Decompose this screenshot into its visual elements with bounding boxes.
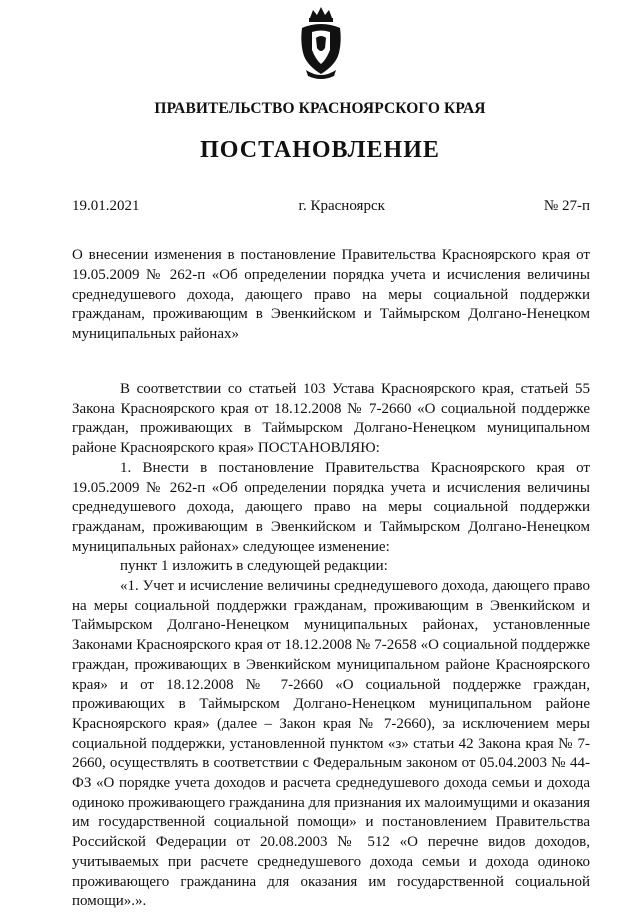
krasnoyarsk-coat-of-arms-icon xyxy=(296,4,346,82)
document-city: г. Красноярск xyxy=(298,198,385,214)
document-body xyxy=(72,380,590,912)
document-subject: О внесении изменения в постановление Правительства Красноярского края от 19.05.2009 № 262-п «Об определении порядка учета и исчисления величины среднедушевого дохода, дающего право на меры социальной поддержки гражданам, проживающим в Эвенкийском и Таймырском Долгано-Ненецком муниципальных районах» xyxy=(72,247,590,343)
document-number: № 27-п xyxy=(543,198,590,214)
document-date: 19.01.2021 xyxy=(72,198,140,214)
item-1-sub-paragraph: пункт 1 изложить в следующей редакции: xyxy=(120,558,388,575)
document-type-title: ПОСТАНОВЛЕНИЕ xyxy=(200,137,440,163)
preamble-paragraph: В соответствии со статьей 103 Устава Красноярского края, статьей 55 Закона Красноярского края от 18.12.2008 № 7-2660 «О социальной поддержке граждан, проживающих в Таймырском Долгано-Ненецком муниципальном районе Красноярского края» ПОСТАНОВЛЯЮ: xyxy=(72,381,590,457)
quoted-amendment-paragraph: «1. Учет и исчисление величины среднедушевого дохода, дающего право на меры социальной поддержки гражданам, проживающим в Эвенкийском и Таймырском Долгано-Ненецком муниципальных районах, установленные Законами Красноярского края от 18.12.2008 № 7-2658 «О социальной поддержке граждан, проживающих в Эвенкийском муниципальном районе Красноярского края» и от 18.12.2008 № 7-2660 «О социальной поддержке граждан, проживающих в Таймырском Долгано-Ненецком муниципальном районе Красноярского края» (далее – Закон края № 7-2660), за исключением меры социальной поддержки, установленной пунктом «з» статьи 42 Закона края № 7-2660, осуществлять в соответствии с Федеральным законом от 05.04.2003 № 44-ФЗ «О порядке учета доходов и расчета среднедушевого дохода семьи и дохода одиноко проживающего гражданина для признания их малоимущими и оказания им государственной социальной помощи» и постановлением Правительства Российской Федерации от 20.08.2003 № 512 «О перечне видов доходов, учитываемых при расчете среднедушевого дохода семьи и дохода одиноко проживающего гражданина для оказания им государственной социальной помощи».». xyxy=(72,578,590,910)
item-1-paragraph: 1. Внести в постановление Правительства Красноярского края от 19.05.2009 № 262-п «Об определении порядка учета и исчисления величины среднедушевого дохода, дающего право на меры социальной поддержки гражданам, проживающим в Эвенкийском и Таймырском Долгано-Ненецком муниципальных районах» следующее изменение: xyxy=(72,459,590,555)
government-title: ПРАВИТЕЛЬСТВО КРАСНОЯРСКОГО КРАЯ xyxy=(154,100,486,117)
document-meta-row xyxy=(72,198,590,215)
